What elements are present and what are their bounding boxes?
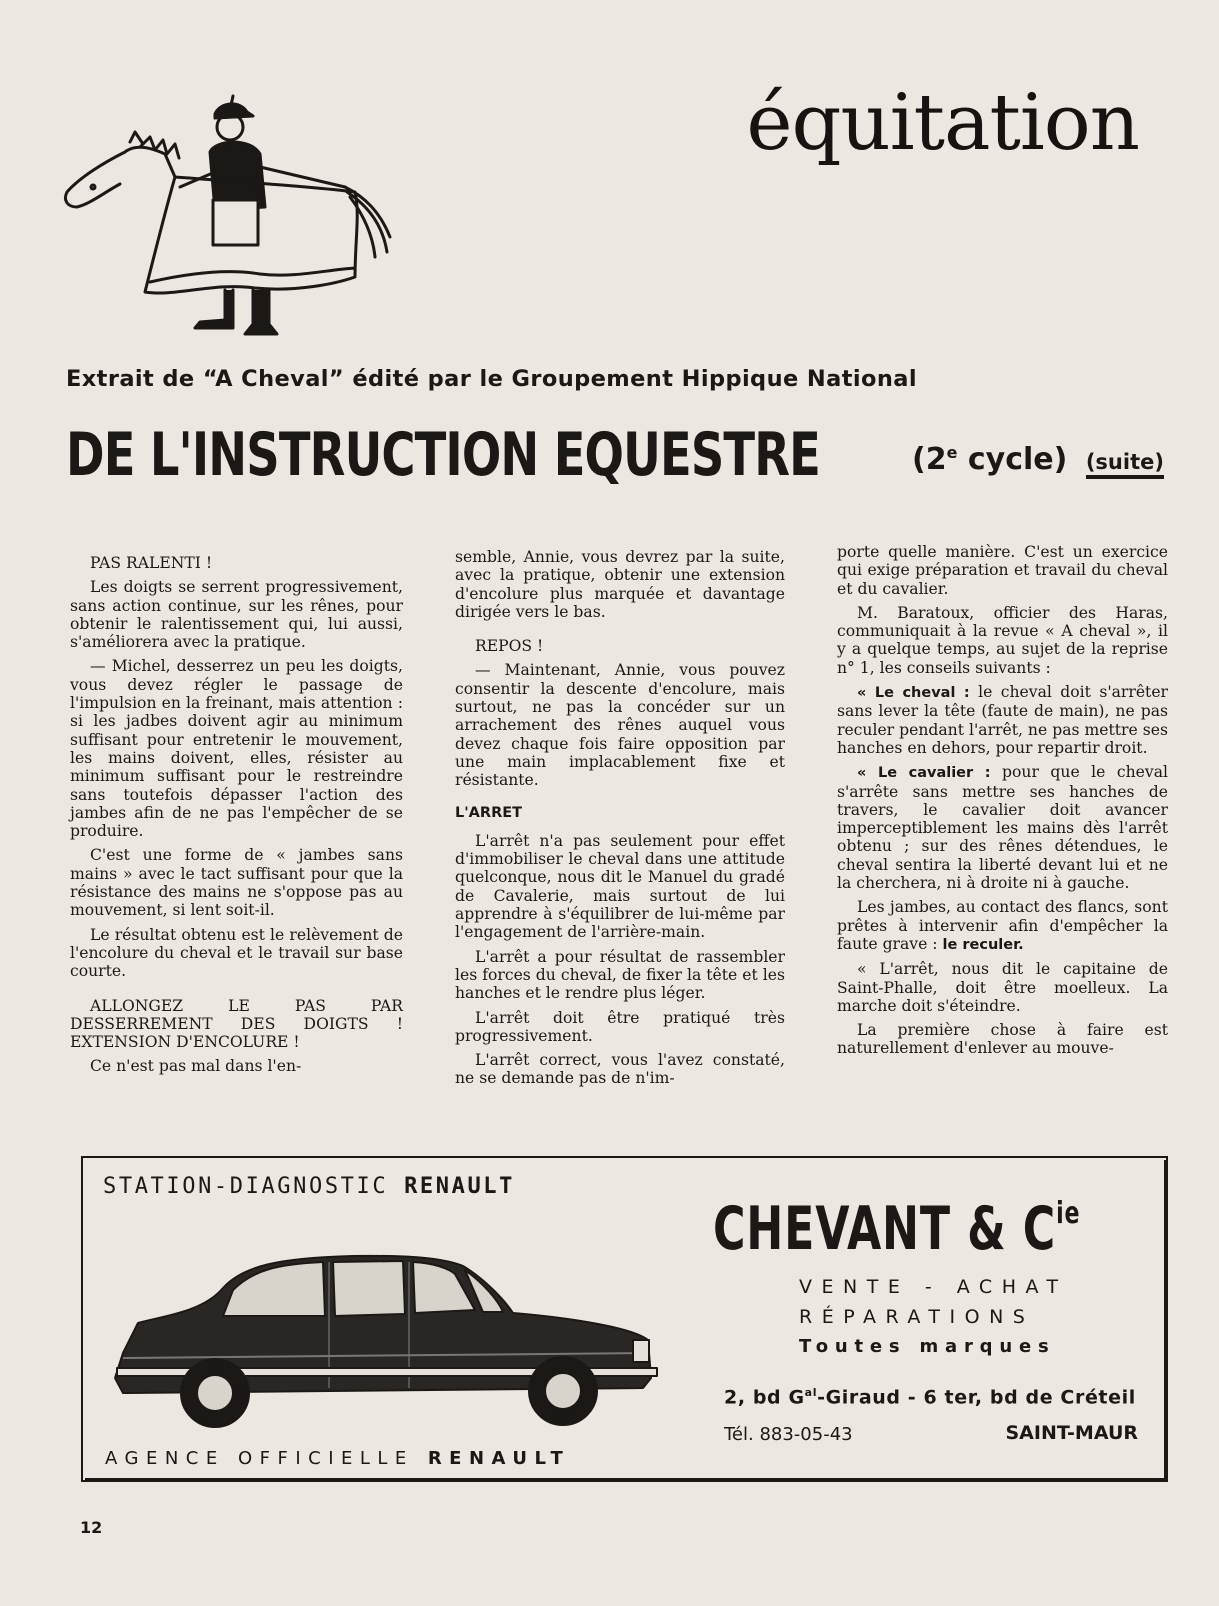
page-number: 12	[80, 1518, 103, 1537]
paragraph: Ce n'est pas mal dans l'en-	[90, 1057, 302, 1076]
address-part-b: -Giraud - 6 ter, bd de Créteil	[817, 1386, 1136, 1409]
subheading: L'ARRET	[455, 804, 523, 821]
paragraph	[837, 898, 1168, 954]
company-address	[724, 1386, 1136, 1408]
section-title: équitation	[746, 78, 1139, 168]
station-diagnostic-label	[103, 1174, 515, 1199]
horse-rider-illustration	[55, 92, 405, 342]
subtitle-num: (2	[912, 442, 947, 477]
service-line-2: RÉPARATIONS	[799, 1306, 1035, 1328]
paragraph: L'arrêt doit être pratiqué très progressivement.	[455, 1008, 785, 1045]
renault-advertisement	[81, 1156, 1168, 1482]
paragraph: — Michel, desserrez un peu les doigts, vous devez régler le passage de l'impulsion en la freinant, mais attention : si les jadbes doivent agir au minimum suffisant pour entretenir le mouvement, les mains doivent, elles, résister au minimum suffisant pour le restreindre sans toutefois dépasser l'action des jambes afin de ne pas l'empêcher de se produire.	[70, 657, 403, 841]
subtitle-sup: e	[946, 443, 958, 462]
address-part-a: 2, bd G	[724, 1386, 805, 1409]
paragraph: REPOS !	[475, 637, 544, 656]
paragraph	[837, 683, 1168, 757]
subtitle-word: cycle)	[957, 442, 1068, 477]
bold-tail: le reculer.	[942, 936, 1024, 953]
paragraph: La première chose à faire est naturellement d'enlever au mouve-	[837, 1021, 1168, 1058]
company-phone: Tél. 883-05-43	[724, 1424, 853, 1445]
renault-16-car-image	[103, 1228, 673, 1443]
paragraph: porte quelle manière. C'est un exercice qui exige préparation et travail du cheval et du cavalier.	[837, 543, 1168, 598]
paragraph-text: pour que le cheval s'arrête sans mettre ses hanches de travers, le cavalier doit avancer imperceptiblement les mains dès l'arrêt obtenu ; sur des rênes détendues, le cheval sentira la liberté devant lui et ne la cherchera, ni à droite ni à gauche.	[837, 763, 1168, 893]
paragraph: ALLONGEZ LE PAS PAR DESSERREMENT DES DOIGTS ! EXTENSION D'ENCOLURE !	[70, 996, 403, 1052]
article-subtitle	[912, 442, 1164, 477]
bold-lead: « Le cavalier :	[857, 765, 991, 782]
article-source: Extrait de “A Cheval” édité par le Groupement Hippique National	[66, 366, 917, 392]
subtitle-suite: (suite)	[1086, 450, 1164, 479]
article-column-3	[837, 543, 1168, 1064]
article-column-1	[70, 554, 403, 1082]
article-column-2	[455, 548, 785, 1094]
paragraph: Le résultat obtenu est le relèvement de l'encolure du cheval et le travail sur base courte.	[70, 925, 403, 981]
bold-lead: « Le cheval :	[857, 685, 970, 702]
company-city: SAINT-MAUR	[1005, 1422, 1138, 1444]
paragraph: L'arrêt a pour résultat de rassembler les forces du cheval, de fixer la tête et les hanches et le rendre plus léger.	[455, 947, 785, 1003]
paragraph: « L'arrêt, nous dit le capitaine de Saint-Phalle, doit être moelleux. La marche doit s'éteindre.	[837, 960, 1168, 1015]
paragraph: Les doigts se serrent progressivement, sans action continue, sur les rênes, pour obtenir le ralentissement qui, lui aussi, s'améliorera avec la pratique.	[70, 578, 403, 652]
paragraph-text: Les jambes, au contact des flancs, sont prêtes à intervenir afin d'empêcher la faute grave :	[837, 898, 1168, 953]
article-headline: DE L'INSTRUCTION EQUESTRE	[66, 420, 820, 490]
agence-officielle-label	[105, 1448, 570, 1469]
paragraph: PAS RALENTI !	[90, 554, 213, 572]
station-label: STATION-DIAGNOSTIC	[103, 1174, 389, 1199]
service-line-3: Toutes marques	[799, 1336, 1056, 1357]
paragraph: L'arrêt n'a pas seulement pour effet d'immobiliser le cheval dans une attitude quelconque, nous dit le Manuel du gradé de Cavalerie, mais surtout de lui apprendre à s'équilibrer de lui-même par l'engagement de l'arrière-main.	[455, 831, 785, 942]
paragraph-text: le cheval doit s'arrêter sans lever la tête (faute de main), ne pas reculer pendant l'arrêt, ne pas mettre ses hanches en dehors, pour repartir droit.	[837, 683, 1169, 757]
address-sup: al	[804, 1386, 818, 1399]
agence-brand: RENAULT	[427, 1448, 571, 1469]
company-name-text: CHEVANT & C	[713, 1194, 1057, 1264]
paragraph: semble, Annie, vous devrez par la suite, avec la pratique, obtenir une extension d'encolure plus marquée et davantage dirigée vers le bas.	[455, 548, 785, 621]
agence-label: AGENCE OFFICIELLE	[105, 1448, 414, 1469]
paragraph: M. Baratoux, officier des Haras, communiquait à la revue « A cheval », il y a quelque temps, au sujet de la reprise n° 1, les conseils suivants :	[837, 603, 1168, 677]
paragraph: — Maintenant, Annie, vous pouvez consentir la descente d'encolure, mais surtout, ne pas la concéder sur un arrachement des rênes auquel vous devez chaque fois faire opposition par une main implacablement fixe et résistante.	[455, 661, 785, 790]
company-name	[713, 1194, 1080, 1264]
paragraph: C'est une forme de « jambes sans mains » avec le tact suffisant pour que la résistance des mains ne s'oppose pas au mouvement, si lent soit-il.	[70, 846, 403, 920]
service-line-1: VENTE - ACHAT	[799, 1276, 1068, 1298]
paragraph: L'arrêt correct, vous l'avez constaté, ne se demande pas de n'im-	[455, 1051, 785, 1088]
station-brand: RENAULT	[404, 1174, 515, 1199]
company-sup: ie	[1056, 1196, 1081, 1231]
paragraph	[837, 763, 1168, 892]
